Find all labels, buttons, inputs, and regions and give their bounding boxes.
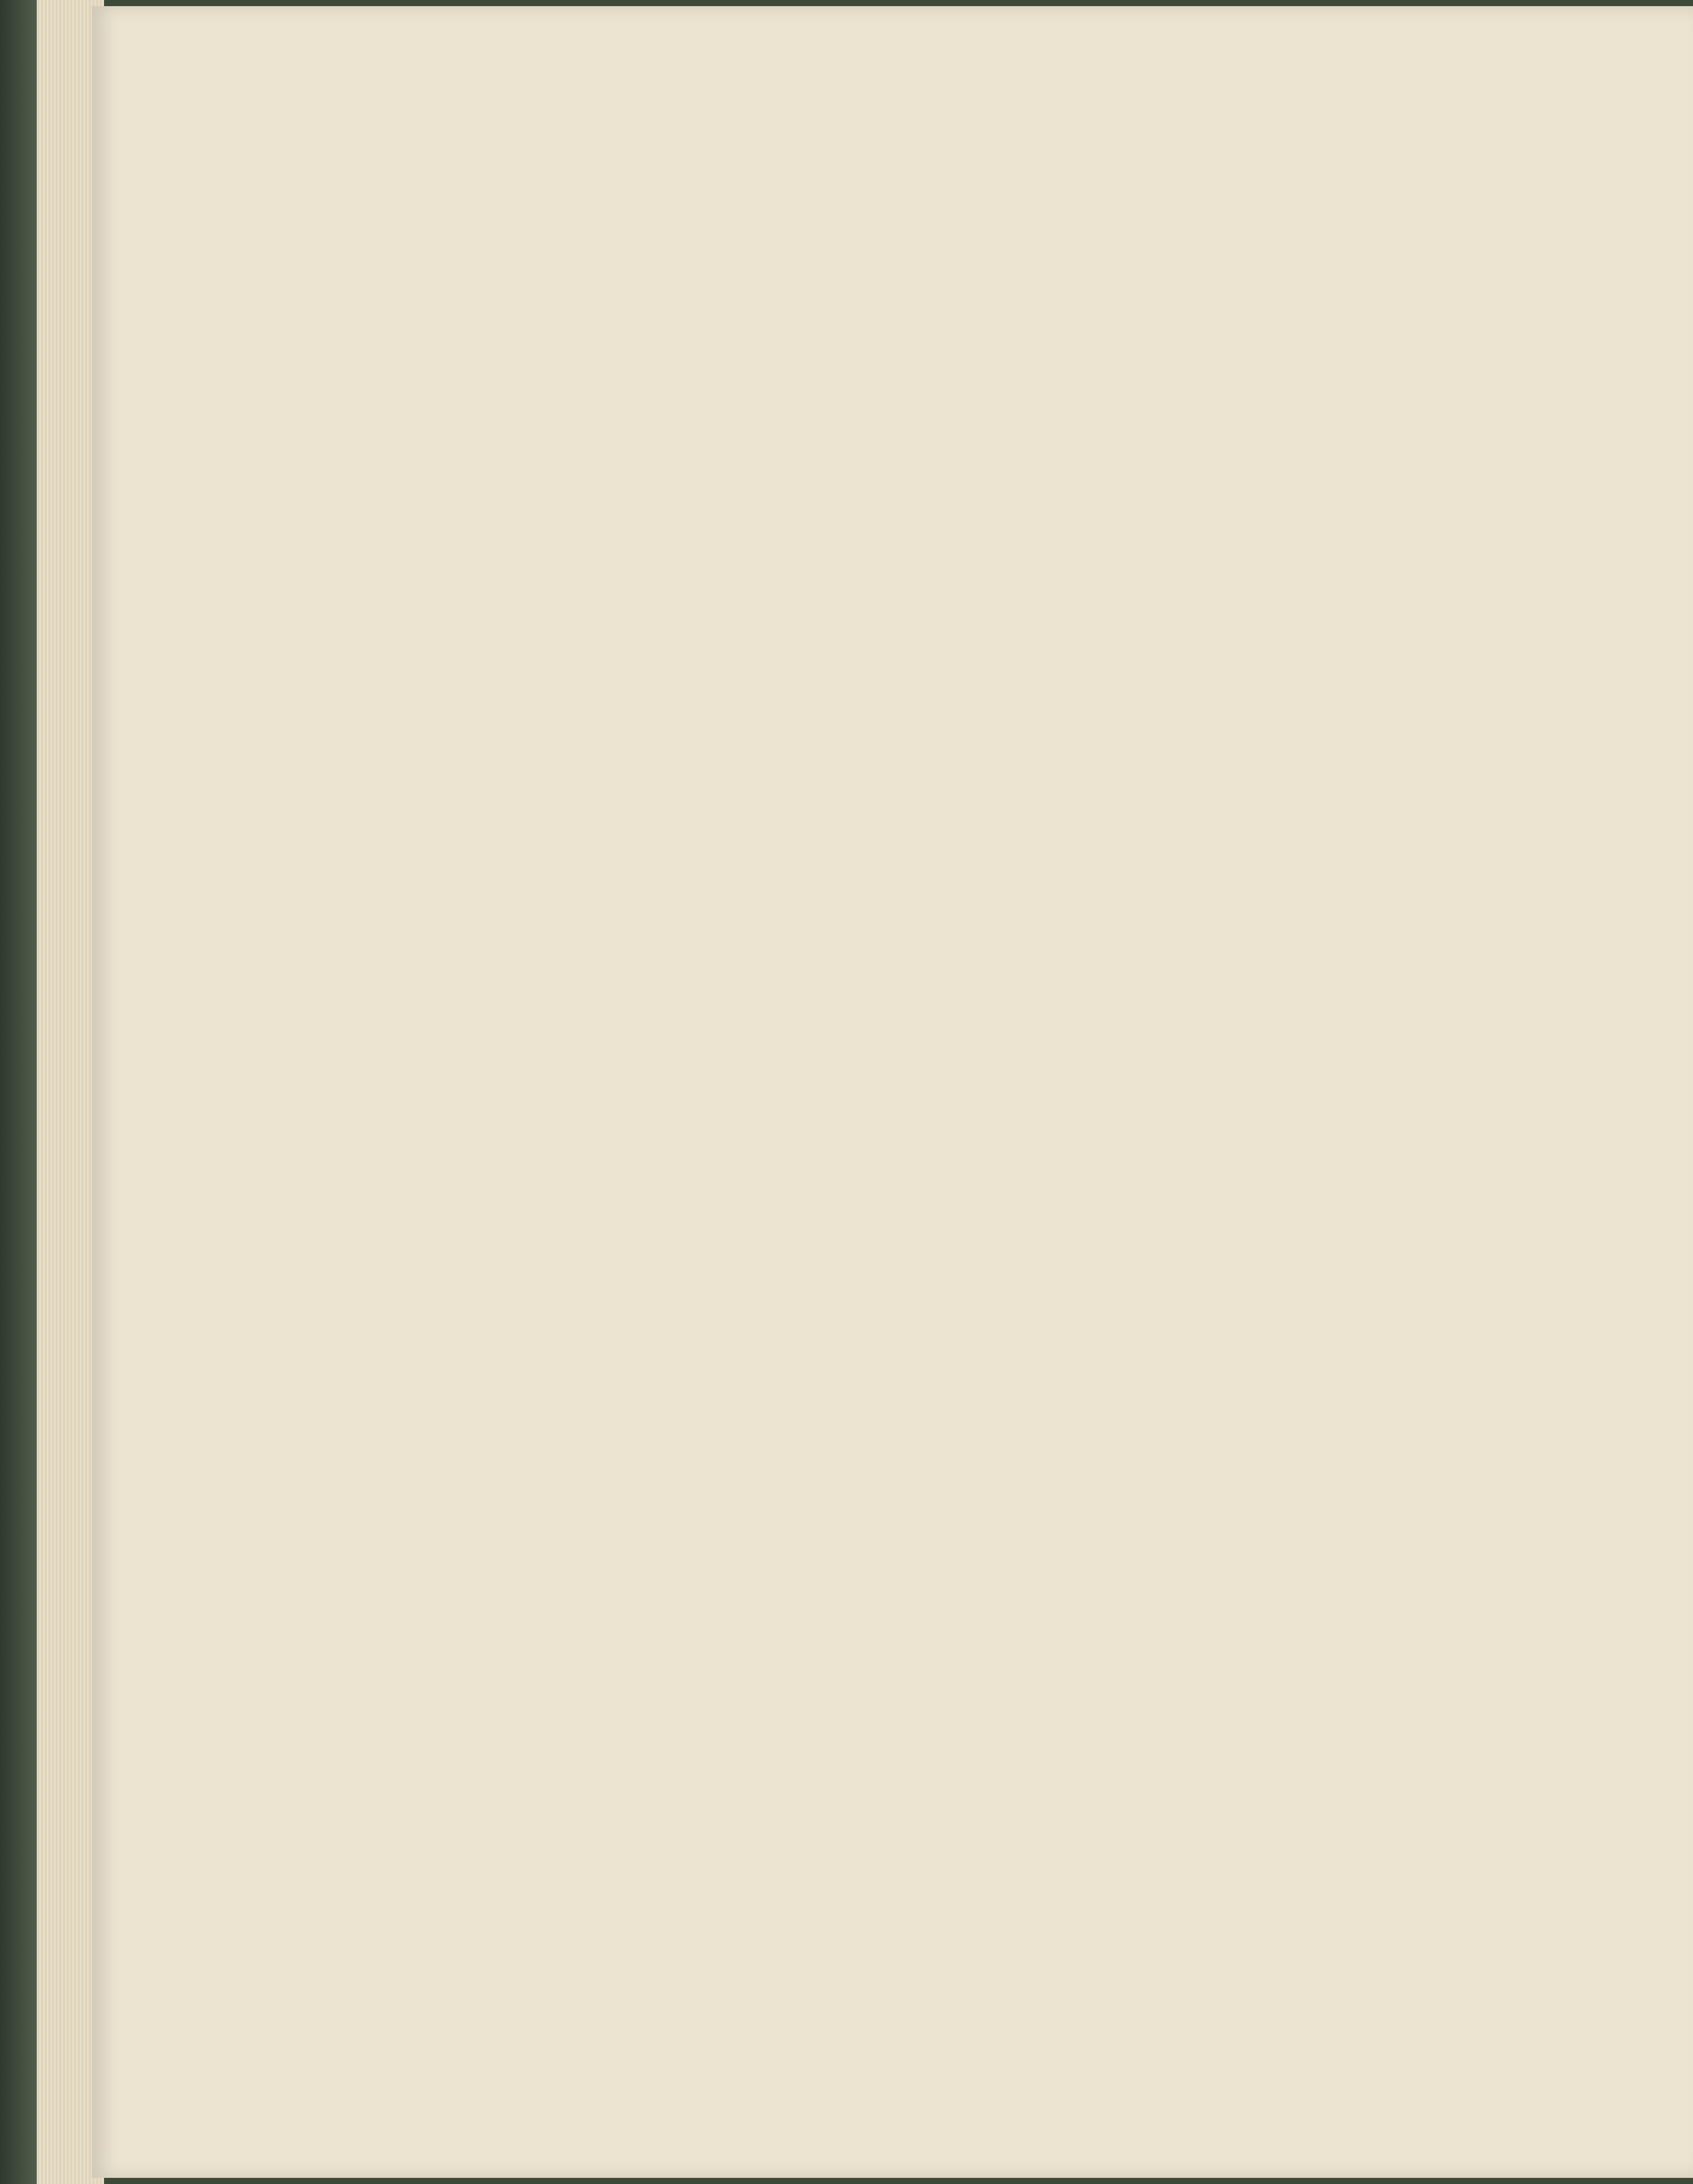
- book-page: [92, 6, 1693, 2178]
- rotated-content: [275, 92, 1693, 2112]
